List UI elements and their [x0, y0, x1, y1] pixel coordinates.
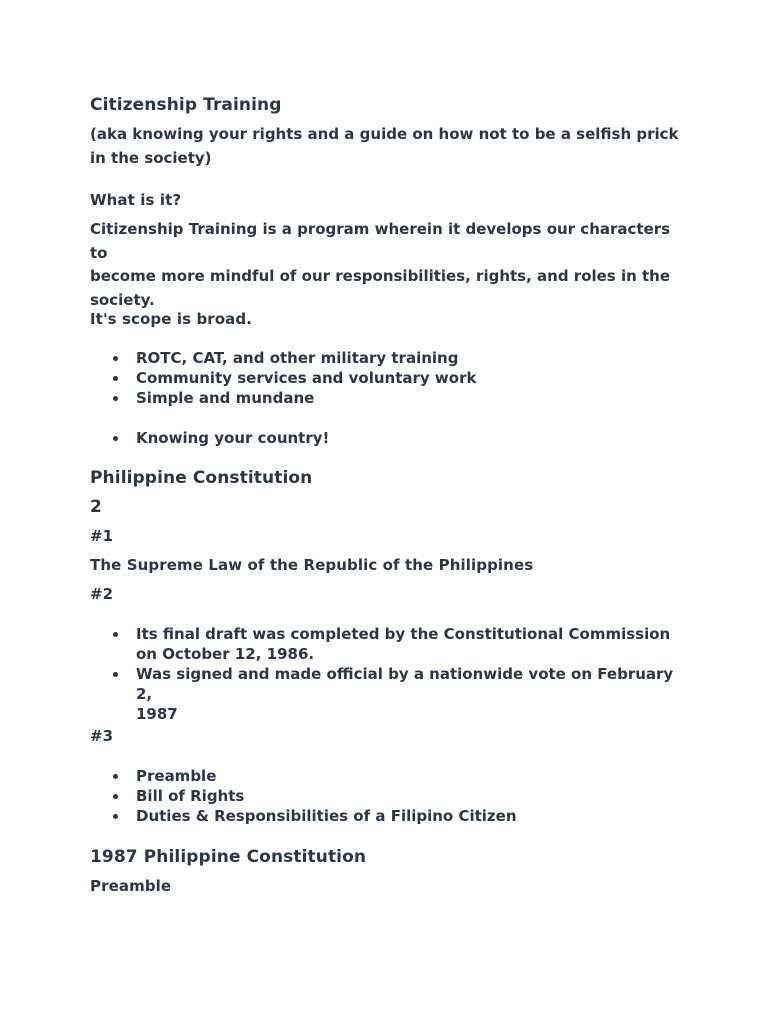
- bullet-icon: [113, 794, 118, 799]
- point-3-label: #3: [90, 727, 114, 745]
- list-item: Its final draft was completed by the Constitutional Commission on October 12, 1986.: [90, 624, 690, 664]
- definition-line-2: become more mindful of our responsibilities, rights, and roles in the: [90, 267, 671, 285]
- subtitle: [90, 123, 690, 170]
- point-2-label: #2: [90, 585, 114, 603]
- bullet-icon: [113, 356, 118, 361]
- what-heading: What is it?: [90, 191, 182, 209]
- list-item: ROTC, CAT, and other military training: [90, 348, 690, 368]
- ph-number: 2: [90, 497, 102, 517]
- scope-list: [90, 348, 690, 408]
- list-item: Duties & Responsibilities of a Filipino Citizen: [90, 806, 690, 826]
- bullet-icon: [113, 376, 118, 381]
- definition-line-1: Citizenship Training is a program wherein it develops our characters to: [90, 220, 671, 262]
- list-item: Community services and voluntary work: [90, 368, 690, 388]
- point-1-text: The Supreme Law of the Republic of the Philippines: [90, 556, 534, 574]
- subtitle-line-2: in the society): [90, 148, 212, 167]
- list-item: Preamble: [90, 766, 690, 786]
- list-item: Knowing your country!: [90, 428, 690, 448]
- scope-text: It's scope is broad.: [90, 310, 253, 328]
- page-title: Citizenship Training: [90, 95, 282, 115]
- definition-line-3: society.: [90, 290, 155, 309]
- list-item: Bill of Rights: [90, 786, 690, 806]
- list-item: Was signed and made official by a nationwide vote on February 2, 1987: [90, 664, 690, 724]
- scope-extra-list: [90, 428, 690, 448]
- point-1-label: #1: [90, 527, 114, 545]
- preamble-heading: Preamble: [90, 877, 172, 895]
- bullet-icon: [113, 814, 118, 819]
- point-3-list: [90, 766, 690, 826]
- subtitle-line-1: (aka knowing your rights and a guide on how not to be a selfish prick: [90, 125, 679, 143]
- point-2-list: [90, 624, 690, 724]
- definition-paragraph: [90, 218, 690, 312]
- bullet-icon: [113, 436, 118, 441]
- ph-constitution-heading: Philippine Constitution: [90, 468, 313, 488]
- list-item: Simple and mundane: [90, 388, 690, 408]
- bullet-icon: [113, 632, 118, 637]
- bullet-icon: [113, 672, 118, 677]
- section-1987-heading: 1987 Philippine Constitution: [90, 847, 367, 867]
- bullet-icon: [113, 774, 118, 779]
- bullet-icon: [113, 396, 118, 401]
